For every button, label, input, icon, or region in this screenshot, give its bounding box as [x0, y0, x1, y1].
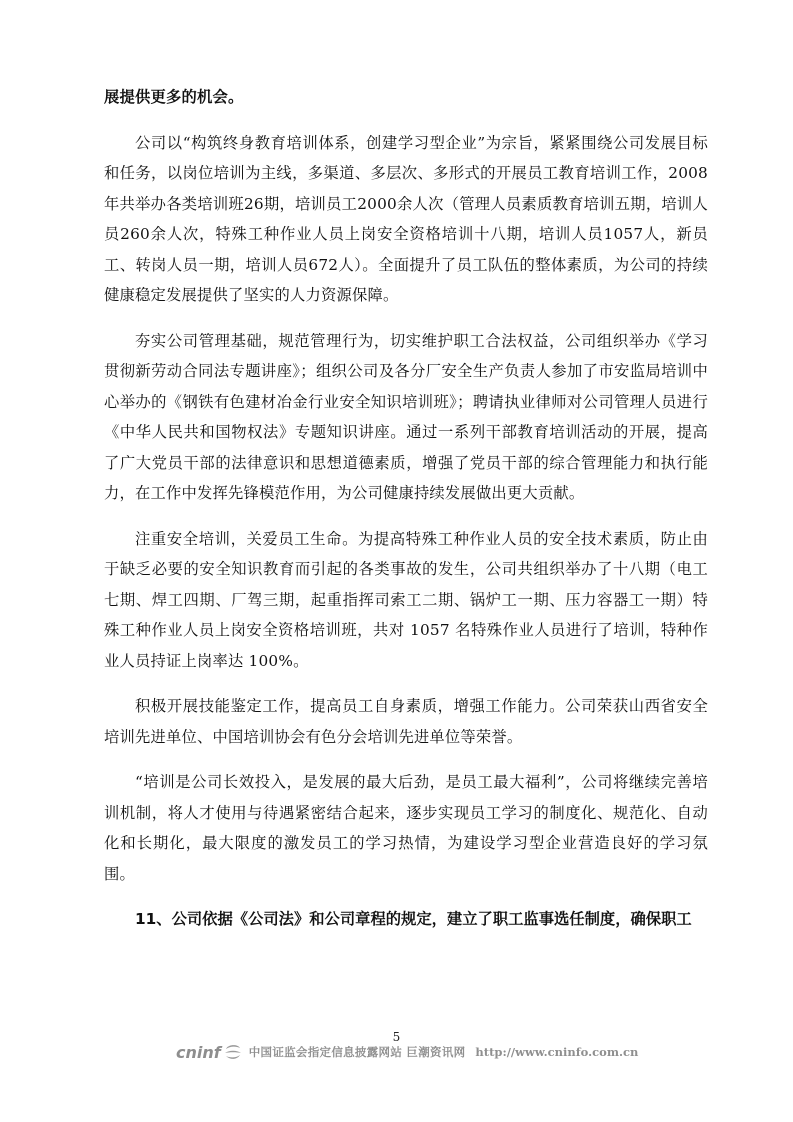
cninfo-logo — [176, 1043, 243, 1062]
paragraph-gap — [104, 311, 708, 326]
paragraph-continuation: 展提供更多的机会。 — [104, 88, 244, 106]
paragraph-gap — [104, 676, 708, 691]
cninfo-swirl-icon — [223, 1043, 243, 1061]
paragraph-gap — [104, 889, 708, 904]
paragraph-gap — [104, 509, 708, 524]
paragraph-skill-appraisal: 积极开展技能鉴定工作，提高员工自身素质，增强工作能力。公司荣获山西省安全培训先进单位、中国培训协会有色分会培训先进单位等荣誉。 — [104, 697, 708, 746]
footer-site-text: 中国证监会指定信息披露网站 巨潮资讯网 — [248, 1045, 466, 1059]
paragraph-training-system: 公司以“构筑终身教育培训体系，创建学习型企业”为宗旨，紧紧围绕公司发展目标和任务，以岗位培训为主线，多渠道、多层次、多形式的开展员工教育培训工作，2008年共举办各类培训班26期，培训员工2000余人次（管理人员素质教育培训五期，培训人员260余人次，特殊工种作业人员上岗安全资格培训十八期，培训人员1057人，新员工、转岗人员一期，培训人员672人）。全面提升了员工队伍的整体素质，为公司的持续健康稳定发展提供了坚实的人力资源保障。 — [104, 133, 708, 304]
paragraph-training-investment: “培训是公司长效投入，是发展的最大后劲，是员工最大福利”，公司将继续完善培训机制，将人才使用与待遇紧密结合起来，逐步实现员工学习的制度化、规范化、自动化和长期化，最大限度的激发员工的学习热情，为建设学习型企业营造良好的学习氛围。 — [104, 773, 708, 883]
paragraph-safety-training: 注重安全培训，关爱员工生命。为提高特殊工种作业人员的安全技术素质，防止由于缺乏必要的安全知识教育而引起的各类事故的发生，公司共组织举办了十八期（电工七期、焊工四期、厂驾三期，起重指挥司索工二期、锅炉工一期、压力容器工一期）特殊工种作业人员上岗安全资格培训班，共对 1057 名特殊作业人员进行了培训，特种作业人员持证上岗率达 100%。 — [104, 529, 708, 670]
page-body — [104, 82, 708, 935]
logo-text: cninf — [176, 1042, 221, 1062]
paragraph-management-foundation: 夯实公司管理基础，规范管理行为，切实维护职工合法权益，公司组织举办《学习贯彻新劳动合同法专题讲座》；组织公司及各分厂安全生产负责人参加了市安监局培训中心举办的《钢铁有色建材冶金行业安全知识培训班》；聘请执业律师对公司管理人员进行《中华人民共和国物权法》专题知识讲座。通过一系列干部教育培训活动的开展，提高了广大党员干部的法律意识和思想道德素质，增强了党员干部的综合管理能力和执行能力，在工作中发挥先锋模范作用，为公司健康持续发展做出更大贡献。 — [104, 331, 708, 502]
footer-url: http://www.cninfo.com.cn — [475, 1045, 639, 1059]
paragraph-gap — [104, 113, 708, 128]
section-heading-11: 11、公司依据《公司法》和公司章程的规定，建立了职工监事选任制度，确保职工 — [135, 910, 692, 928]
page-number: 5 — [392, 1030, 401, 1044]
paragraph-gap — [104, 752, 708, 767]
footer-watermark — [176, 1041, 638, 1063]
